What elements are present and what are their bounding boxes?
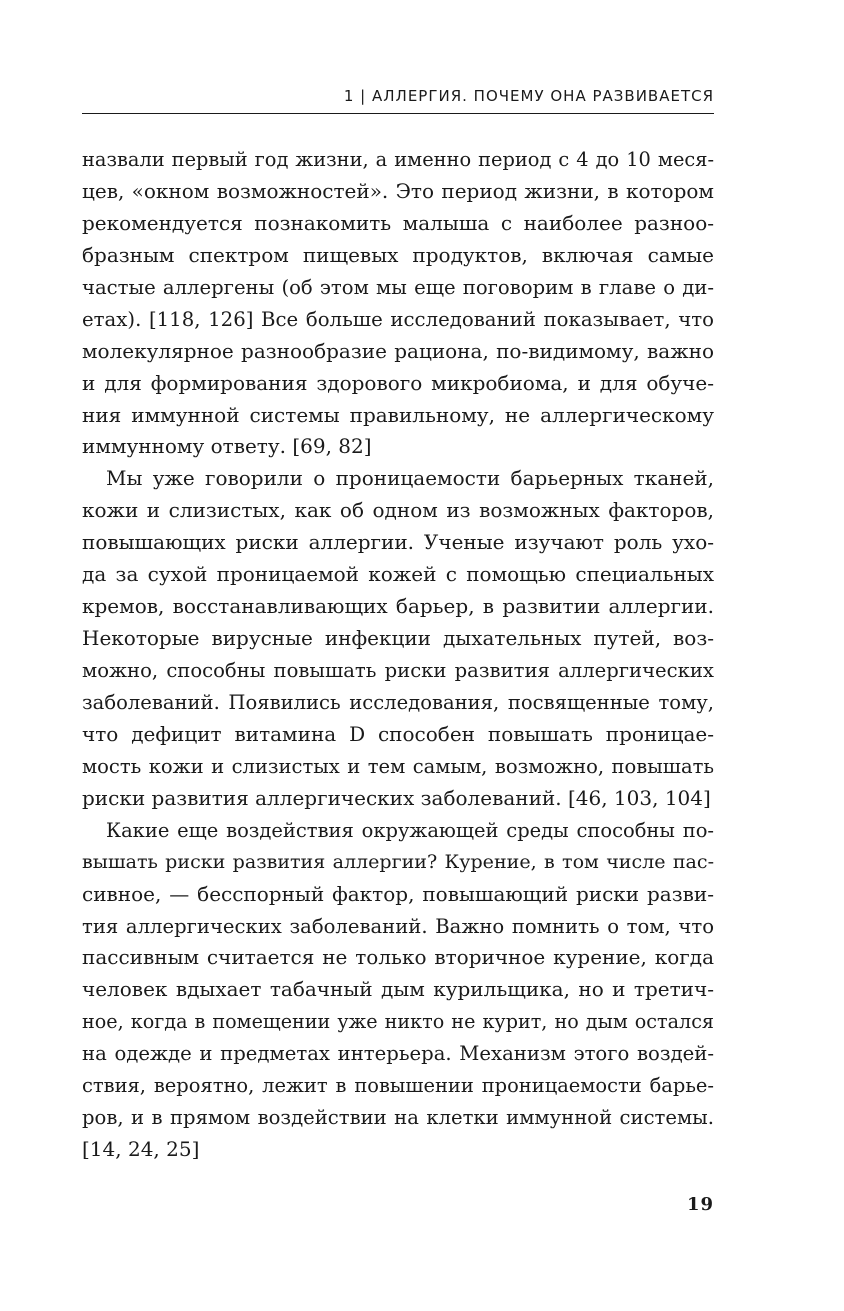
text-line: вышать риски развития аллергии? Курение, в том числе пас-	[82, 850, 714, 873]
text-line: и для формирования здорового микробиома, и для обуче-	[82, 370, 714, 395]
text-line: заболеваний. Появились исследования, посвященные тому,	[82, 690, 714, 714]
text-line: мость кожи и слизистых и тем самым, возможно, повышать	[82, 754, 714, 778]
running-head: 1 | АЛЛЕРГИЯ. ПОЧЕМУ ОНА РАЗВИВАЕТСЯ	[343, 87, 714, 105]
text-line: Какие еще воздействия окружающей среды способны по-	[106, 818, 714, 842]
text-line: [14, 24, 25]	[82, 1137, 200, 1162]
text-line: кремов, восстанавливающих барьер, в развитии аллергии.	[82, 594, 714, 619]
text-line: на одежде и предметах интерьера. Механизм этого воздей-	[82, 1042, 714, 1066]
text-line: назвали первый год жизни, а именно период с 4 до 10 меся-	[82, 148, 714, 171]
text-line: пассивным считается не только вторичное курение, когда	[82, 945, 714, 970]
text-line: ния иммунной системы правильному, не аллергическому	[82, 402, 714, 427]
text-line: тия аллергических заболеваний. Важно помнить о том, что	[82, 914, 714, 938]
paragraph	[82, 463, 714, 814]
text-line: человек вдыхает табачный дым курильщика, но и третич-	[82, 977, 714, 1002]
text-line: етах). [118, 126] Все больше исследований показывает, что	[82, 307, 714, 331]
text-line: иммунному ответу. [69, 82]	[82, 434, 372, 459]
header-rule	[82, 113, 714, 114]
text-line: молекулярное разнообразие рациона, по-видимому, важно	[82, 338, 714, 363]
text-line: риски развития аллергических заболеваний. [46, 103, 104]	[82, 785, 711, 810]
text-line: повышающих риски аллергии. Ученые изучают роль ухо-	[82, 530, 714, 555]
paragraph	[82, 815, 714, 1166]
text-line: ров, и в прямом воздействии на клетки иммунной системы.	[82, 1106, 714, 1130]
text-line: частые аллергены (об этом мы еще поговорим в главе о ди-	[82, 275, 714, 299]
text-line: Некоторые вирусные инфекции дыхательных путей, воз-	[82, 626, 714, 651]
page-number: 19	[686, 1194, 714, 1215]
text-line: рекомендуется познакомить малыша с наиболее разноо-	[82, 210, 714, 235]
text-line: ствия, вероятно, лежит в повышении проницаемости барье-	[82, 1074, 714, 1098]
text-line: бразным спектром пищевых продуктов, включая самые	[82, 242, 714, 267]
text-line: да за сухой проницаемой кожей с помощью специальных	[82, 562, 714, 587]
text-line: что дефицит витамина D способен повышать проницае-	[82, 721, 714, 746]
text-line: можно, способны повышать риски развития аллергических	[82, 659, 714, 682]
text-line: кожи и слизистых, как об одном из возможных факторов,	[82, 498, 714, 523]
text-line: сивное, — бесспорный фактор, повышающий риски разви-	[82, 881, 714, 906]
body-text	[82, 144, 714, 1166]
text-line: Мы уже говорили о проницаемости барьерных тканей,	[106, 466, 714, 491]
text-line: ное, когда в помещении уже никто не курит, но дым остался	[82, 1010, 714, 1034]
paragraph	[82, 144, 714, 463]
text-line: цев, «окном возможностей». Это период жизни, в котором	[82, 178, 714, 203]
